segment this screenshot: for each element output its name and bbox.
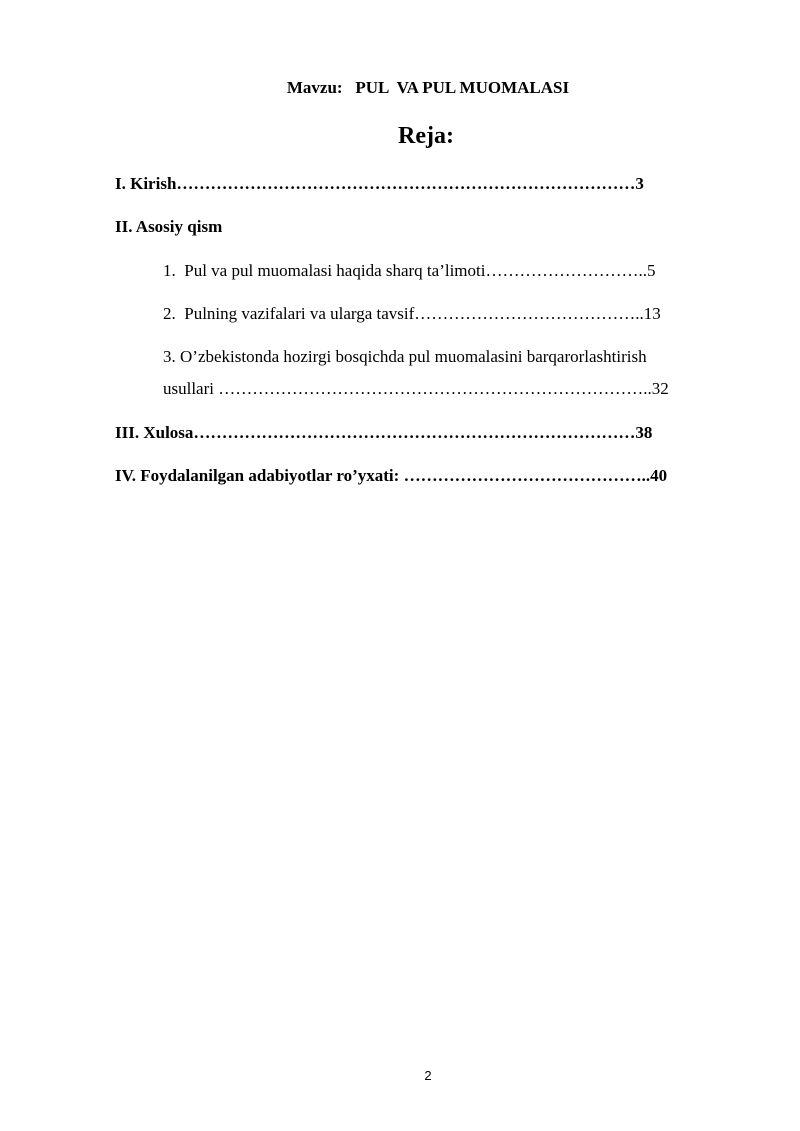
toc-subentry-1: 1. Pul va pul muomalasi haqida sharq ta’limoti………………………..5 (163, 261, 656, 280)
toc-entry-references: IV. Foydalanilgan adabiyotlar ro’yxati: ……………………………………..40 (115, 466, 668, 485)
page-number: 2 (424, 1068, 432, 1083)
plan-title: Reja: (398, 123, 454, 149)
topic-heading: Mavzu: PUL VA PUL MUOMALASI (286, 78, 570, 97)
toc-entry-conclusion: III. Xulosa……………………………………………………………………38 (115, 423, 653, 442)
toc-subentry-3-line2: usullari …………………………………………………………………..32 (163, 379, 669, 398)
toc-entry-intro: I. Kirish………………………………………………………………………3 (115, 174, 644, 193)
toc-subentry-2: 2. Pulning vazifalari va ularga tavsif…………………………………..13 (163, 304, 661, 323)
toc-entry-main-part: II. Asosiy qism (115, 217, 223, 236)
toc-subentry-3-line1: 3. O’zbekistonda hozirgi bosqichda pul muomalasini barqarorlashtirish (163, 347, 647, 366)
